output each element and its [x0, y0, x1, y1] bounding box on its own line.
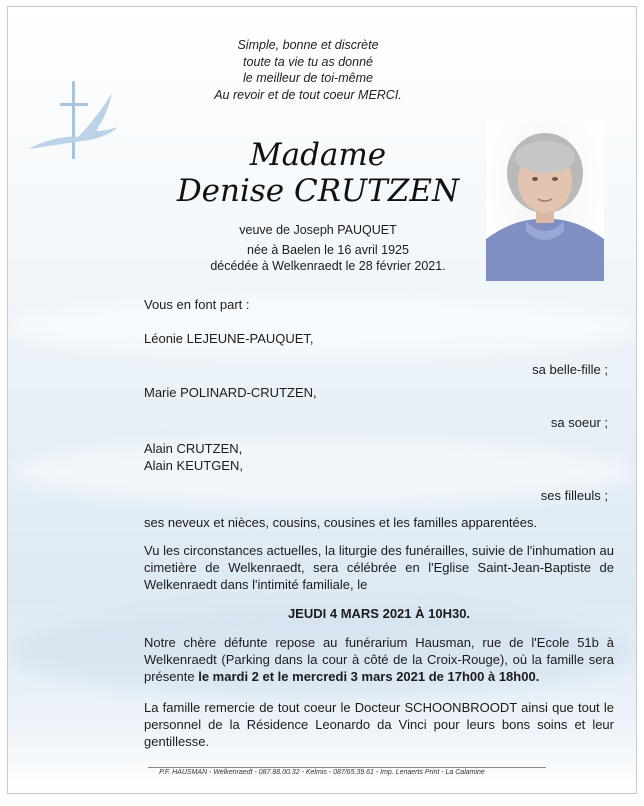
poem	[158, 37, 458, 103]
family-relation: sa belle-fille ;	[532, 362, 608, 377]
funeral-circumstances: Vu les circonstances actuelles, la liturgie des funérailles, suivie de l'inhumation au cimetière de Welkenraedt, sera célébrée en l'Eglise Saint-Jean-Baptiste de Welkenraedt dans l'intimité familiale, le	[144, 543, 614, 592]
printer-footer: P.F. HAUSMAN - Welkenraedt - 087.88.00.32 - Kelmis - 087/65.39.61 - Imp. Lenaerts Print - La Calamine	[159, 769, 485, 776]
poem-line: toute ta vie tu as donné	[243, 54, 373, 69]
widow-of: veuve de Joseph PAUQUET	[239, 223, 397, 237]
family-relation: sa soeur ;	[550, 415, 608, 430]
deceased-name: Denise CRUTZEN	[176, 173, 460, 209]
ceremony-date: JEUDI 4 MARS 2021 À 10H30.	[287, 606, 471, 621]
visiting-hours: le mardi 2 et le mercredi 3 mars 2021 de 17h00 à 18h00.	[198, 669, 540, 684]
family-relation: ses filleuls ;	[540, 488, 608, 503]
family-member: Alain KEUTGEN,	[144, 458, 243, 473]
family-member: Marie POLINARD-CRUTZEN,	[144, 385, 317, 400]
portrait-photo	[486, 121, 604, 281]
sky-haze	[8, 297, 636, 357]
poem-line: Au revoir et de tout coeur MERCI.	[214, 87, 402, 102]
obituary-card	[7, 6, 637, 794]
footer-divider	[148, 767, 546, 768]
birth-info: née à Baelen le 16 avril 1925	[247, 243, 409, 257]
funerarium-info	[144, 634, 614, 685]
deceased-title: Madame	[249, 137, 387, 173]
life-dates	[128, 242, 528, 274]
announcement: Vous en font part :	[144, 297, 250, 312]
family-member: Alain CRUTZEN,	[144, 441, 243, 456]
cross-dove-icon	[26, 79, 126, 159]
family-member: Léonie LEJEUNE-PAUQUET,	[144, 331, 314, 346]
poem-line: le meilleur de toi-même	[243, 71, 373, 85]
poem-line: Simple, bonne et discrète	[237, 38, 379, 52]
thanks-note: La famille remercie de tout coeur le Docteur SCHOONBROODT ainsi que tout le personnel de la Résidence Leonardo da Vinci pour leurs bons soins et leur gentillesse.	[144, 700, 614, 749]
extended-family: ses neveux et nièces, cousins, cousines et les familles apparentées.	[144, 515, 538, 530]
death-info: décédée à Welkenraedt le 28 février 2021.	[210, 259, 446, 273]
funerarium-text: Notre chère défunte repose au funérarium Hausman, rue de l'Ecole 51b à Welkenraedt (Parking dans la cour à côté de la Croix-Rouge), où la famille sera présente	[144, 635, 614, 684]
